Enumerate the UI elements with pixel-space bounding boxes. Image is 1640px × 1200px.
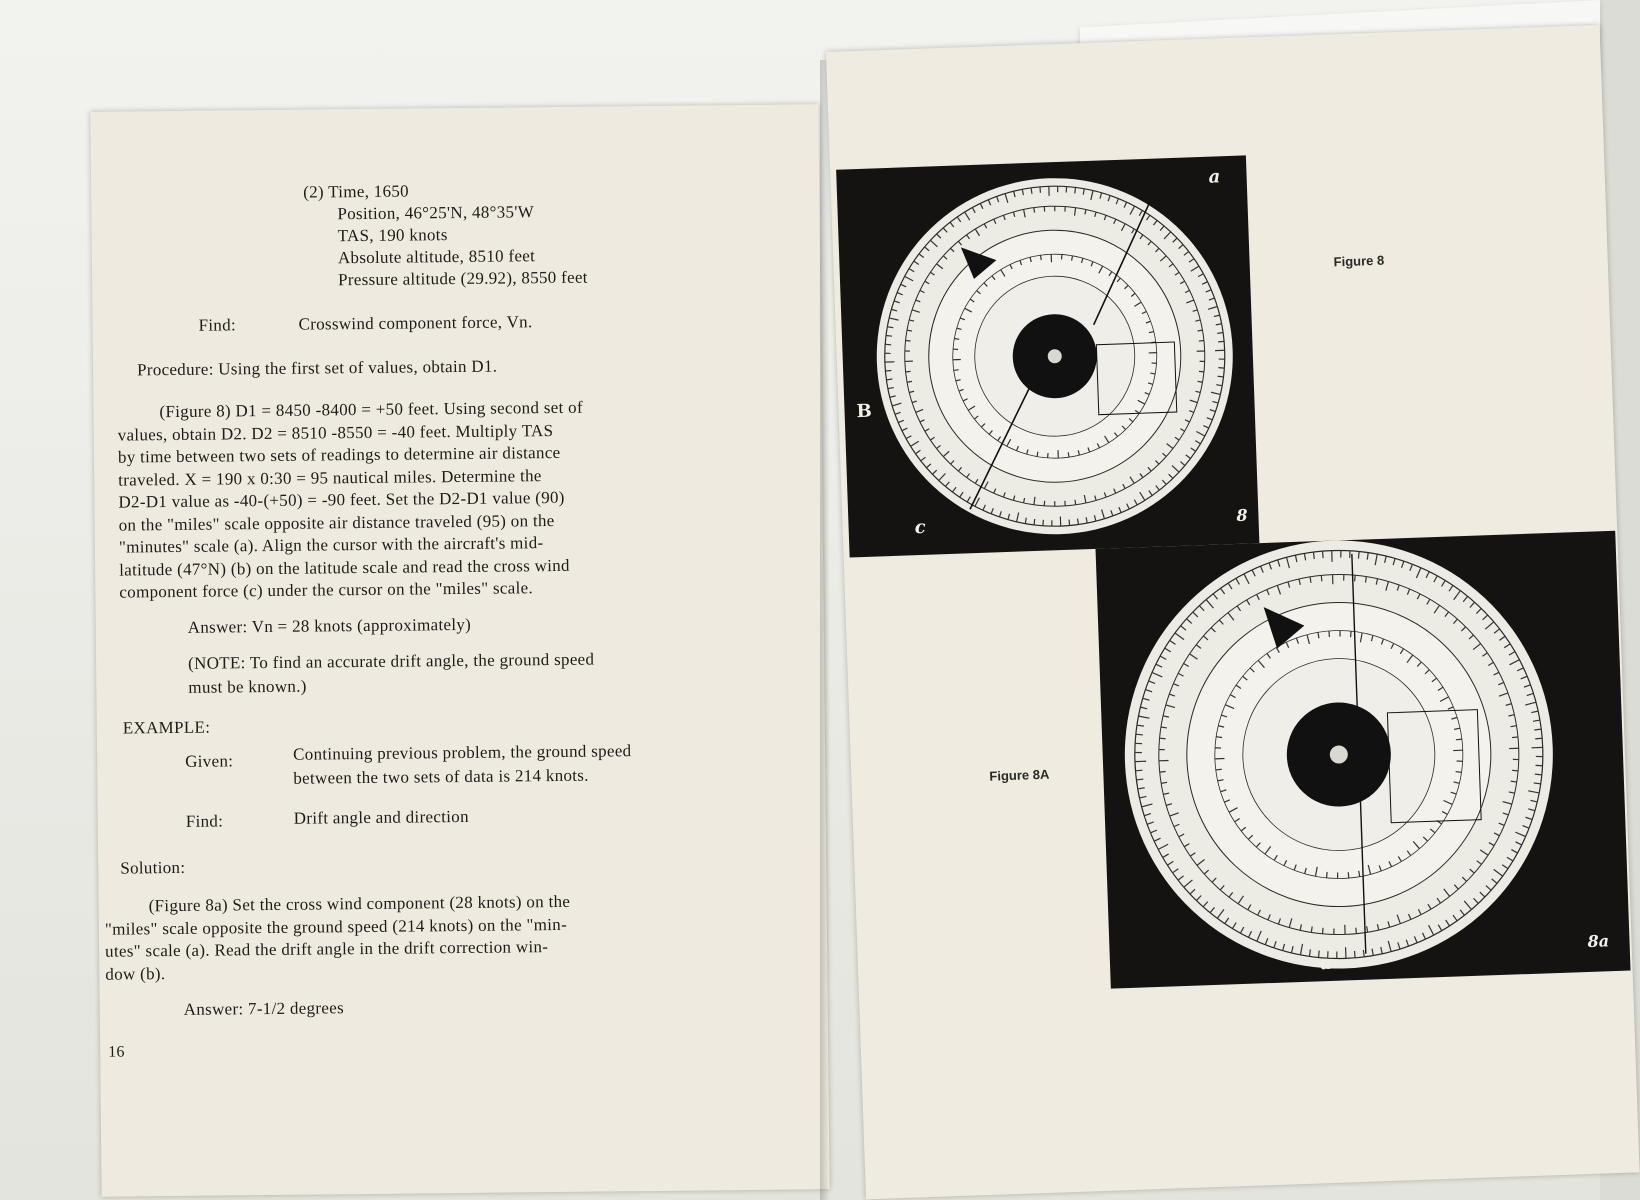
scale-tick (1322, 928, 1323, 934)
scale-tick (1512, 737, 1518, 738)
solution-line: dow (b). (105, 963, 166, 984)
given-text-line-1: Continuing previous problem, the ground speed (292, 741, 632, 764)
find2-label: Find: (185, 811, 224, 831)
paragraph-line: component force (c) under the cursor on the "miles" scale. (119, 578, 534, 602)
scale-tick (1135, 770, 1142, 771)
scale-tick (1066, 187, 1067, 193)
paragraph-line: values, obtain D2. D2 = 8510 -8550 = -40 feet. Multiply TAS (117, 420, 554, 445)
scale-tick (1041, 255, 1042, 260)
scale-tick (953, 349, 958, 350)
scale-tick (1218, 367, 1224, 368)
scale-tick (1200, 361, 1205, 362)
example-heading: EXAMPLE: (122, 717, 211, 738)
scale-tick (1075, 500, 1076, 505)
given-line-pressure-altitude: Pressure altitude (29.92), 8550 feet (338, 267, 588, 290)
answer-crosswind: Answer: Vn = 28 knots (approximately) (187, 614, 472, 637)
scale-tick (1219, 359, 1225, 360)
scale-tick (1350, 631, 1351, 637)
scale-tick (1457, 761, 1463, 762)
scale-tick (1061, 254, 1062, 259)
scale-tick (1337, 873, 1338, 879)
scale-tick (1135, 743, 1142, 744)
scale-tick (906, 371, 911, 372)
figure-8a-caption: Figure 8A (989, 766, 1050, 784)
scale-tick (1135, 752, 1142, 753)
scale-tick (1160, 771, 1166, 772)
scale-tick (1456, 739, 1462, 740)
scale-tick (885, 353, 891, 354)
scale-tick (1218, 341, 1224, 342)
figure-8-letter-c: c (914, 516, 926, 539)
figure-8a-letter-a: a (1319, 952, 1333, 975)
scale-tick (1313, 552, 1314, 559)
scale-tick (1136, 779, 1143, 780)
book-spine (820, 60, 830, 1200)
scale-tick (1349, 551, 1350, 558)
scale-tick (1512, 770, 1518, 771)
given-line-tas: TAS, 190 knots (337, 225, 448, 246)
scale-tick (1152, 363, 1157, 364)
paragraph-line: traveled. X = 190 x 0:30 = 95 nautical miles. Determine the (118, 465, 542, 490)
scale-tick (1534, 729, 1541, 730)
scale-tick (1356, 928, 1357, 934)
paragraph-line: latitude (47°N) (b) on the latitude scale and read the cross wind (119, 555, 570, 580)
scale-tick (1044, 501, 1045, 506)
scale-tick (905, 351, 910, 352)
paragraph-line: (Figure 8) D1 = 8450 -8400 = +50 feet. Using second set of (159, 397, 583, 422)
scale-tick (1536, 756, 1543, 757)
paragraph-line: on the "miles" scale opposite air distance traveled (95) on the (118, 510, 555, 535)
scale-tick (1043, 520, 1044, 526)
procedure-line: Procedure: Using the first set of values, obtain D1. (136, 356, 498, 380)
scale-tick (1363, 950, 1364, 957)
answer-drift-angle: Answer: 7-1/2 degrees (183, 998, 345, 1019)
scale-tick (1513, 759, 1519, 760)
solution-paragraph (105, 889, 782, 986)
scale-tick (1334, 929, 1335, 935)
scale-tick (1326, 872, 1327, 878)
figure-8a-tag: 8a (1587, 931, 1610, 951)
scale-tick (1047, 453, 1048, 458)
note-line-1: (NOTE: To find an accurate drift angle, the ground speed (188, 649, 595, 673)
scale-tick (1069, 520, 1070, 526)
scale-tick (1065, 207, 1066, 212)
scale-tick (1052, 520, 1053, 526)
solution-line: "miles" scale opposite the ground speed (214 knots) on the "min- (104, 914, 568, 939)
scale-tick (1068, 452, 1069, 457)
scale-tick (885, 371, 891, 372)
procedure-paragraph (117, 395, 779, 604)
scale-tick (1199, 371, 1204, 372)
solution-line: (Figure 8a) Set the cross wind component (28 knots) on the (148, 891, 571, 916)
scale-tick (1321, 575, 1322, 581)
scale-tick (1323, 551, 1324, 558)
note-line-2: must be known.) (188, 676, 307, 697)
scale-tick (1057, 186, 1058, 192)
scale-tick (1034, 208, 1035, 213)
given-line-position: Position, 46°25'N, 48°35'W (337, 202, 535, 224)
figure-8-caption: Figure 8 (1333, 252, 1385, 270)
paragraph-line: D2-D1 value as -40-(+50) = -90 feet. Set the D2-D1 value (90) (118, 487, 565, 512)
scale-tick (1337, 952, 1338, 959)
find-text: Crosswind component force, Vn. (298, 312, 533, 334)
find2-text: Drift angle and direction (293, 806, 469, 828)
scale-tick (1354, 575, 1355, 581)
paragraph-line: by time between two sets of readings to determine air distance (117, 442, 561, 467)
figure-8-letter-a: a (1208, 166, 1221, 188)
find-label: Find: (198, 315, 237, 335)
scale-tick (906, 340, 911, 341)
scale-tick (1536, 765, 1543, 766)
scale-tick (1348, 872, 1349, 878)
solution-heading: Solution: (120, 857, 186, 878)
scale-tick (1040, 187, 1041, 193)
right-page (826, 25, 1640, 1199)
paragraph-line: "minutes" scale (a). Align the cursor with the aircraft's mid- (118, 533, 544, 557)
scale-tick (1216, 769, 1222, 770)
scale-tick (1535, 738, 1542, 739)
scale-tick (885, 344, 891, 345)
scale-tick (1199, 340, 1204, 341)
page-number: 16 (108, 1043, 125, 1061)
scale-tick (1341, 551, 1342, 558)
given-line-absolute-altitude: Absolute altitude, 8510 feet (337, 246, 536, 268)
scale-tick (1354, 951, 1355, 958)
figure-8-tag: 8 (1236, 505, 1248, 525)
figure-8a-photo (1096, 531, 1631, 989)
solution-line: utes" scale (a). Read the drift angle in the drift correction win- (105, 937, 549, 961)
given-text-line-2: between the two sets of data is 214 knots. (293, 765, 589, 788)
scale-tick (1160, 738, 1166, 739)
computer-dial-8 (836, 155, 1259, 557)
figure-8-photo (836, 155, 1259, 557)
scale-tick (1159, 749, 1165, 750)
scale-tick (1215, 748, 1221, 749)
scale-tick (1340, 631, 1341, 637)
given-label: Given: (185, 751, 234, 771)
scale-tick (1343, 575, 1344, 581)
scale-tick (1329, 631, 1330, 637)
scale-tick (954, 370, 959, 371)
left-page (90, 104, 829, 1197)
given-line-time: (2) Time, 1650 (303, 181, 410, 202)
computer-dial-8a (1096, 531, 1631, 989)
figure-8-letter-b: B (856, 400, 873, 423)
